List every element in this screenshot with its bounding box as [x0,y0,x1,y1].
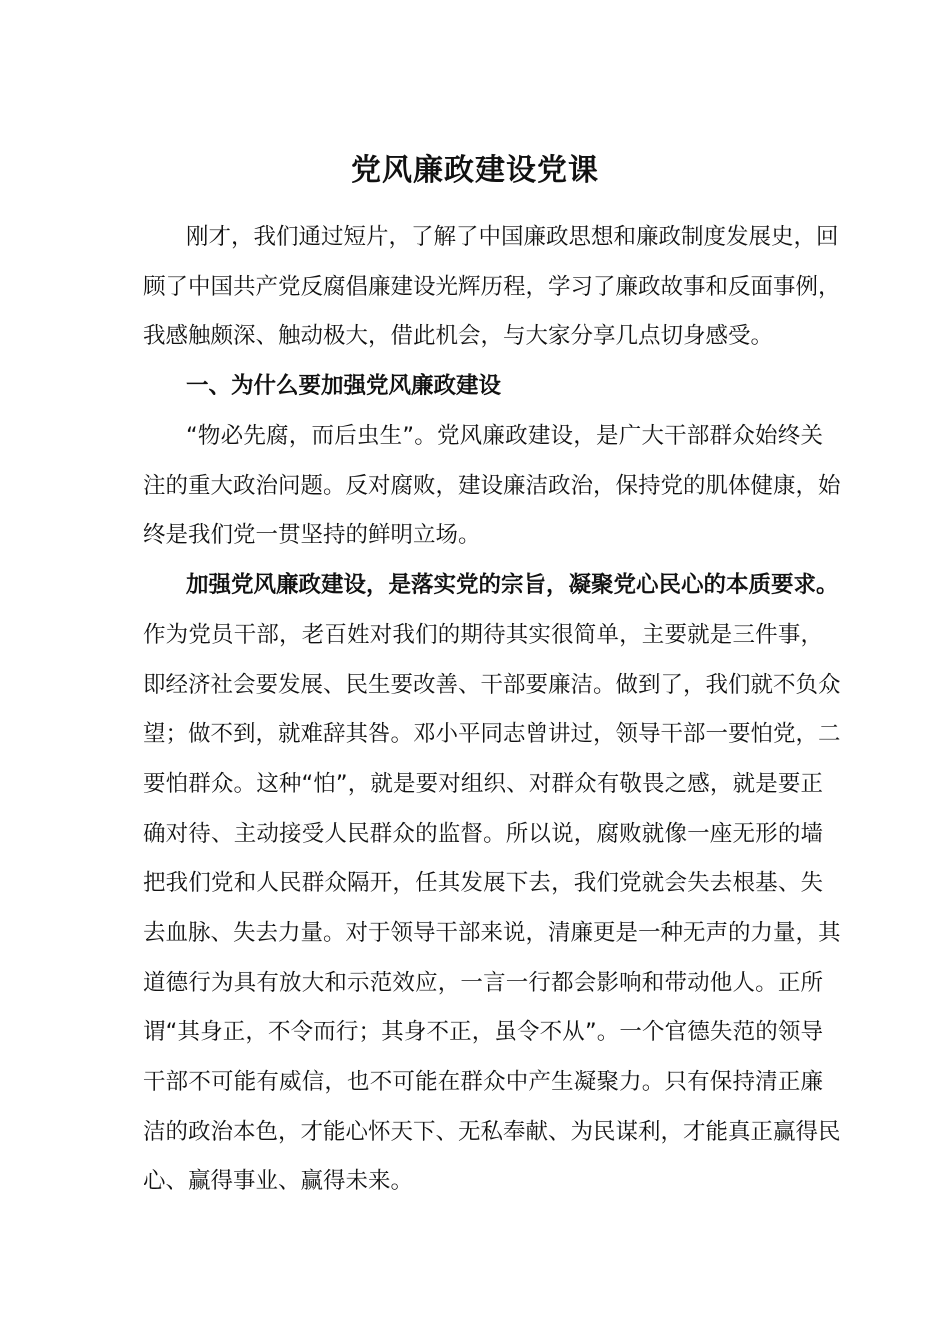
paragraph-line: 我感触颇深、触动极大，借此机会，与大家分享几点切身感受。 [143,323,774,349]
document-title: 党风廉政建设党课 [351,153,599,188]
paragraph-line: 干部不可能有威信，也不可能在群众中产生凝聚力。只有保持清正廉 [143,1069,823,1095]
section-heading: 一、为什么要加强党风廉政建设 [186,373,502,399]
paragraph-line: 终是我们党一贯坚持的鲜明立场。 [143,522,481,548]
paragraph-line: 注的重大政治问题。反对腐败，建设廉洁政治，保持党的肌体健康，始 [143,473,841,499]
bold-lead-sentence: 加强党风廉政建设，是落实党的宗旨，凝聚党心民心的本质要求。 [186,572,839,598]
paragraph-line: “物必先腐，而后虫生”。党风廉政建设，是广大干部群众始终关 [186,423,823,449]
paragraph-line: 要怕群众。这种“怕”，就是要对组织、对群众有敬畏之感，就是要正 [143,771,823,797]
paragraph-line: 顾了中国共产党反腐倡廉建设光辉历程，学习了廉政故事和反面事例， [143,274,841,300]
paragraph-line: 去血脉、失去力量。对于领导干部来说，清廉更是一种无声的力量，其 [143,920,841,946]
paragraph-line: 望；做不到，就难辞其咎。邓小平同志曾讲过，领导干部一要怕党，二 [143,721,841,747]
paragraph-line: 谓“其身正，不令而行；其身不正，虽令不从”。一个官德失范的领导 [143,1019,823,1045]
paragraph-line: 确对待、主动接受人民群众的监督。所以说，腐败就像一座无形的墙 [143,821,823,847]
paragraph-line: 洁的政治本色，才能心怀天下、无私奉献、为民谋利，才能真正赢得民 [143,1119,841,1145]
paragraph-line: 把我们党和人民群众隔开，任其发展下去，我们党就会失去根基、失 [143,870,823,896]
paragraph-line: 心、赢得事业、赢得未来。 [143,1168,414,1194]
paragraph-line: 作为党员干部，老百姓对我们的期待其实很简单，主要就是三件事， [143,622,823,648]
paragraph-line: 刚才，我们通过短片，了解了中国廉政思想和廉政制度发展史，回 [186,224,839,250]
paragraph-line: 即经济社会要发展、民生要改善、干部要廉洁。做到了，我们就不负众 [143,672,841,698]
paragraph-line: 道德行为具有放大和示范效应，一言一行都会影响和带动他人。正所 [143,970,823,996]
